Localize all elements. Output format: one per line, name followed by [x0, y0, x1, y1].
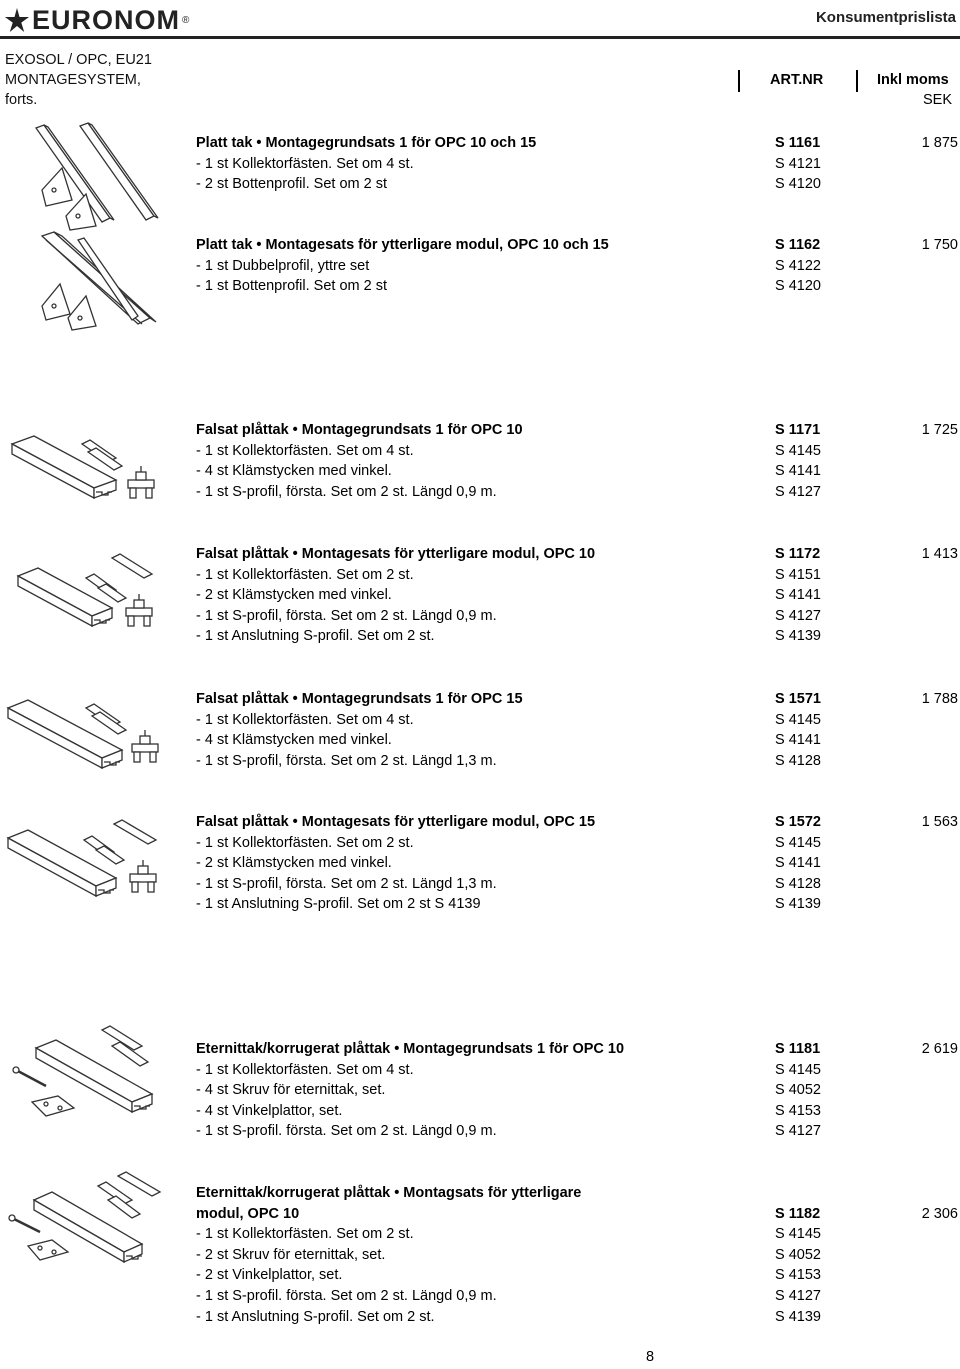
component-row: - 1 st Dubbelprofil, yttre set S 4122 [196, 257, 821, 274]
euronom-star-icon [4, 7, 30, 33]
col-art-header: ART.NR [770, 72, 824, 88]
component-row: - 1 st Bottenprofil. Set om 2 st S 4120 [196, 278, 821, 295]
header-rule [0, 36, 960, 39]
component-row: - 1 st S-profil, första. Set om 2 st. Längd 1,3 m. S 4128 [196, 752, 821, 769]
product-title-row: Platt tak • Montagesats för ytterligare modul, OPC 10 och 15 S 1162 1 750 [196, 237, 958, 253]
component-row: - 1 st Kollektorfästen. Set om 2 st. S 4145 [196, 1226, 821, 1243]
currency-label: SEK [922, 92, 952, 108]
product-title-row: Platt tak • Montagegrundsats 1 för OPC 10 och 15 S 1161 1 875 [196, 133, 958, 154]
kit-name: Montagegrundsats 1 för OPC 10 och 15 [265, 135, 537, 151]
component-row: - 1 st Kollektorfästen. Set om 2 st. S 4151 [196, 566, 821, 583]
column-divider [738, 70, 740, 92]
product-block [196, 420, 958, 502]
component-row: - 4 st Skruv för eternittak, set. S 4052 [196, 1082, 821, 1099]
euronom-logo [4, 6, 189, 34]
section-line: forts. [5, 92, 38, 108]
flat-roof-mount-illustration [30, 120, 160, 232]
product-title-row-2: modul, OPC 10 S 1182 2 306 [196, 1205, 958, 1222]
component-row: - 2 st Klämstycken med vinkel. S 4141 [196, 587, 821, 604]
component-row: - 1 st Anslutning S-profil. Set om 2 st S 4139 S 4139 [196, 896, 821, 913]
component-row: - 2 st Vinkelplattor, set. S 4153 [196, 1267, 821, 1284]
component-row: - 1 st S-profil. första. Set om 2 st. Längd 0,9 m. S 4127 [196, 1287, 821, 1304]
component-row: - 1 st S-profil. första. Set om 2 st. Längd 0,9 m. S 4127 [196, 1123, 821, 1140]
product-block [196, 133, 958, 195]
column-divider [856, 70, 858, 92]
product-title-row: Falsat plåttak • Montagesats för ytterligare modul, OPC 10 S 1172 1 413 [196, 546, 958, 562]
component-row: - 4 st Vinkelplattor, set. S 4153 [196, 1102, 821, 1119]
art-number: S 1161 [775, 135, 821, 151]
component-row: - 2 st Bottenprofil. Set om 2 st S 4120 [196, 176, 821, 193]
roof-type: Platt tak [196, 135, 253, 151]
product-title-row: Falsat plåttak • Montagegrundsats 1 för OPC 10 S 1171 1 725 [196, 422, 958, 438]
component-row: - 1 st S-profil, första. Set om 2 st. Längd 0,9 m. S 4127 [196, 607, 821, 624]
component-row: - 1 st Anslutning S-profil. Set om 2 st. S 4139 [196, 628, 821, 645]
price: 1 875 [921, 135, 958, 151]
page-number: 8 [646, 1349, 655, 1365]
section-line: EXOSOL / OPC, EU21 [5, 52, 152, 68]
col-price-header: Inkl moms [877, 72, 949, 88]
component-row: - 1 st Kollektorfästen. Set om 4 st. S 4121 [196, 155, 821, 172]
component-row: - 1 st Kollektorfästen. Set om 2 st. S 4145 [196, 834, 821, 851]
component-row: - 1 st S-profil, första. Set om 2 st. Längd 1,3 m. S 4128 [196, 875, 821, 892]
product-title-row: Falsat plåttak • Montagesats för ytterligare modul, OPC 15 S 1572 1 563 [196, 814, 958, 830]
product-title-row: Eternittak/korrugerat plåttak • Montagegrundsats 1 för OPC 10 S 1181 2 619 [196, 1041, 958, 1057]
product-title-row: Falsat plåttak • Montagegrundsats 1 för OPC 15 S 1571 1 788 [196, 691, 958, 707]
component-row: - 4 st Klämstycken med vinkel. S 4141 [196, 463, 821, 480]
section-line: MONTAGESYSTEM, [5, 72, 141, 88]
component-row: - 1 st Kollektorfästen. Set om 4 st. S 4145 [196, 442, 821, 459]
component-row: - 1 st Kollektorfästen. Set om 4 st. S 4145 [196, 711, 821, 728]
product-block [196, 235, 958, 297]
product-block [196, 689, 958, 771]
component-row: - 1 st Anslutning S-profil. Set om 2 st. S 4139 [196, 1308, 821, 1325]
product-block [196, 544, 958, 647]
section-heading [5, 50, 152, 110]
product-block [196, 812, 958, 915]
registered-mark: ® [182, 14, 190, 26]
product-block [196, 1183, 958, 1327]
document-title: Konsumentprislista [815, 9, 956, 26]
component-row: - 2 st Klämstycken med vinkel. S 4141 [196, 855, 821, 872]
component-row: - 1 st S-profil, första. Set om 2 st. Längd 0,9 m. S 4127 [196, 483, 821, 500]
logo-text: EURONOM [32, 5, 180, 35]
product-block [196, 1039, 958, 1142]
component-row: - 4 st Klämstycken med vinkel. S 4141 [196, 732, 821, 749]
product-title-row: Eternittak/korrugerat plåttak • Montagsats för ytterligare [196, 1185, 582, 1201]
component-row: - 2 st Skruv för eternittak, set. S 4052 [196, 1246, 821, 1263]
component-row: - 1 st Kollektorfästen. Set om 4 st. S 4145 [196, 1061, 821, 1078]
